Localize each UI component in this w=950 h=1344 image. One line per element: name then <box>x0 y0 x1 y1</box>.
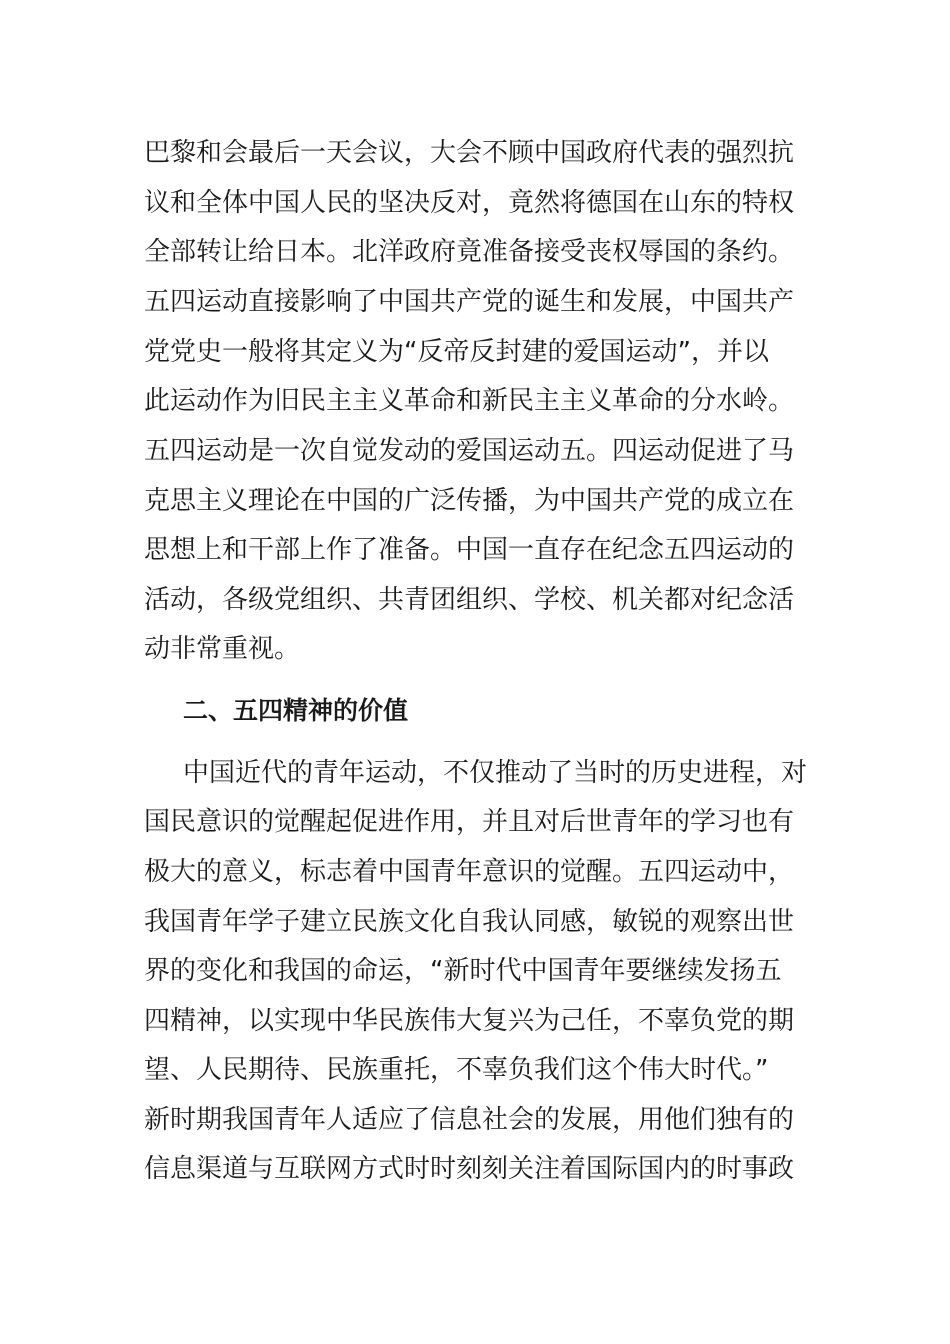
text-line: 此运动作为旧民主主义革命和新民主主义革命的分水岭。 <box>144 386 795 416</box>
text-line: 国民意识的觉醒起促进作用，并且对后世青年的学习也有 <box>144 807 795 837</box>
section-heading: 二、五四精神的价值 <box>183 696 409 725</box>
text-line: 五四运动是一次自觉发动的爱国运动五。四运动促进了马 <box>144 436 795 466</box>
text-line: 五四运动直接影响了中国共产党的诞生和发展，中国共产 <box>144 287 795 317</box>
text-line: 四精神，以实现中华民族伟大复兴为己任，不辜负党的期 <box>144 1006 795 1036</box>
text-line: 巴黎和会最后一天会议，大会不顾中国政府代表的强烈抗 <box>144 138 795 168</box>
text-line: 界的变化和我国的命运，“新时代中国青年要继续发扬五 <box>144 956 782 986</box>
text-line: 信息渠道与互联网方式时时刻刻关注着国际国内的时事政 <box>144 1154 795 1184</box>
text-line: 议和全体中国人民的坚决反对，竟然将德国在山东的特权 <box>144 188 795 218</box>
text-line: 克思主义理论在中国的广泛传播，为中国共产党的成立在 <box>144 486 795 516</box>
text-line: 极大的意义，标志着中国青年意识的觉醒。五四运动中， <box>144 857 795 887</box>
text-line: 新时期我国青年人适应了信息社会的发展，用他们独有的 <box>144 1105 795 1135</box>
text-line: 活动，各级党组织、共青团组织、学校、机关都对纪念活 <box>144 585 795 615</box>
text-line: 思想上和干部上作了准备。中国一直存在纪念五四运动的 <box>144 535 795 565</box>
text-line: 中国近代的青年运动，不仅推动了当时的历史进程，对 <box>183 758 808 788</box>
text-line: 动非常重视。 <box>144 634 301 664</box>
text-line: 全部转让给日本。北洋政府竟准备接受丧权辱国的条约。 <box>144 237 795 267</box>
text-line: 我国青年学子建立民族文化自我认同感，敏锐的观察出世 <box>144 907 795 937</box>
text-line: 党党史一般将其定义为“反帝反封建的爱国运动”，并以 <box>144 337 769 367</box>
text-line: 望、人民期待、民族重托，不辜负我们这个伟大时代。” <box>144 1055 769 1085</box>
